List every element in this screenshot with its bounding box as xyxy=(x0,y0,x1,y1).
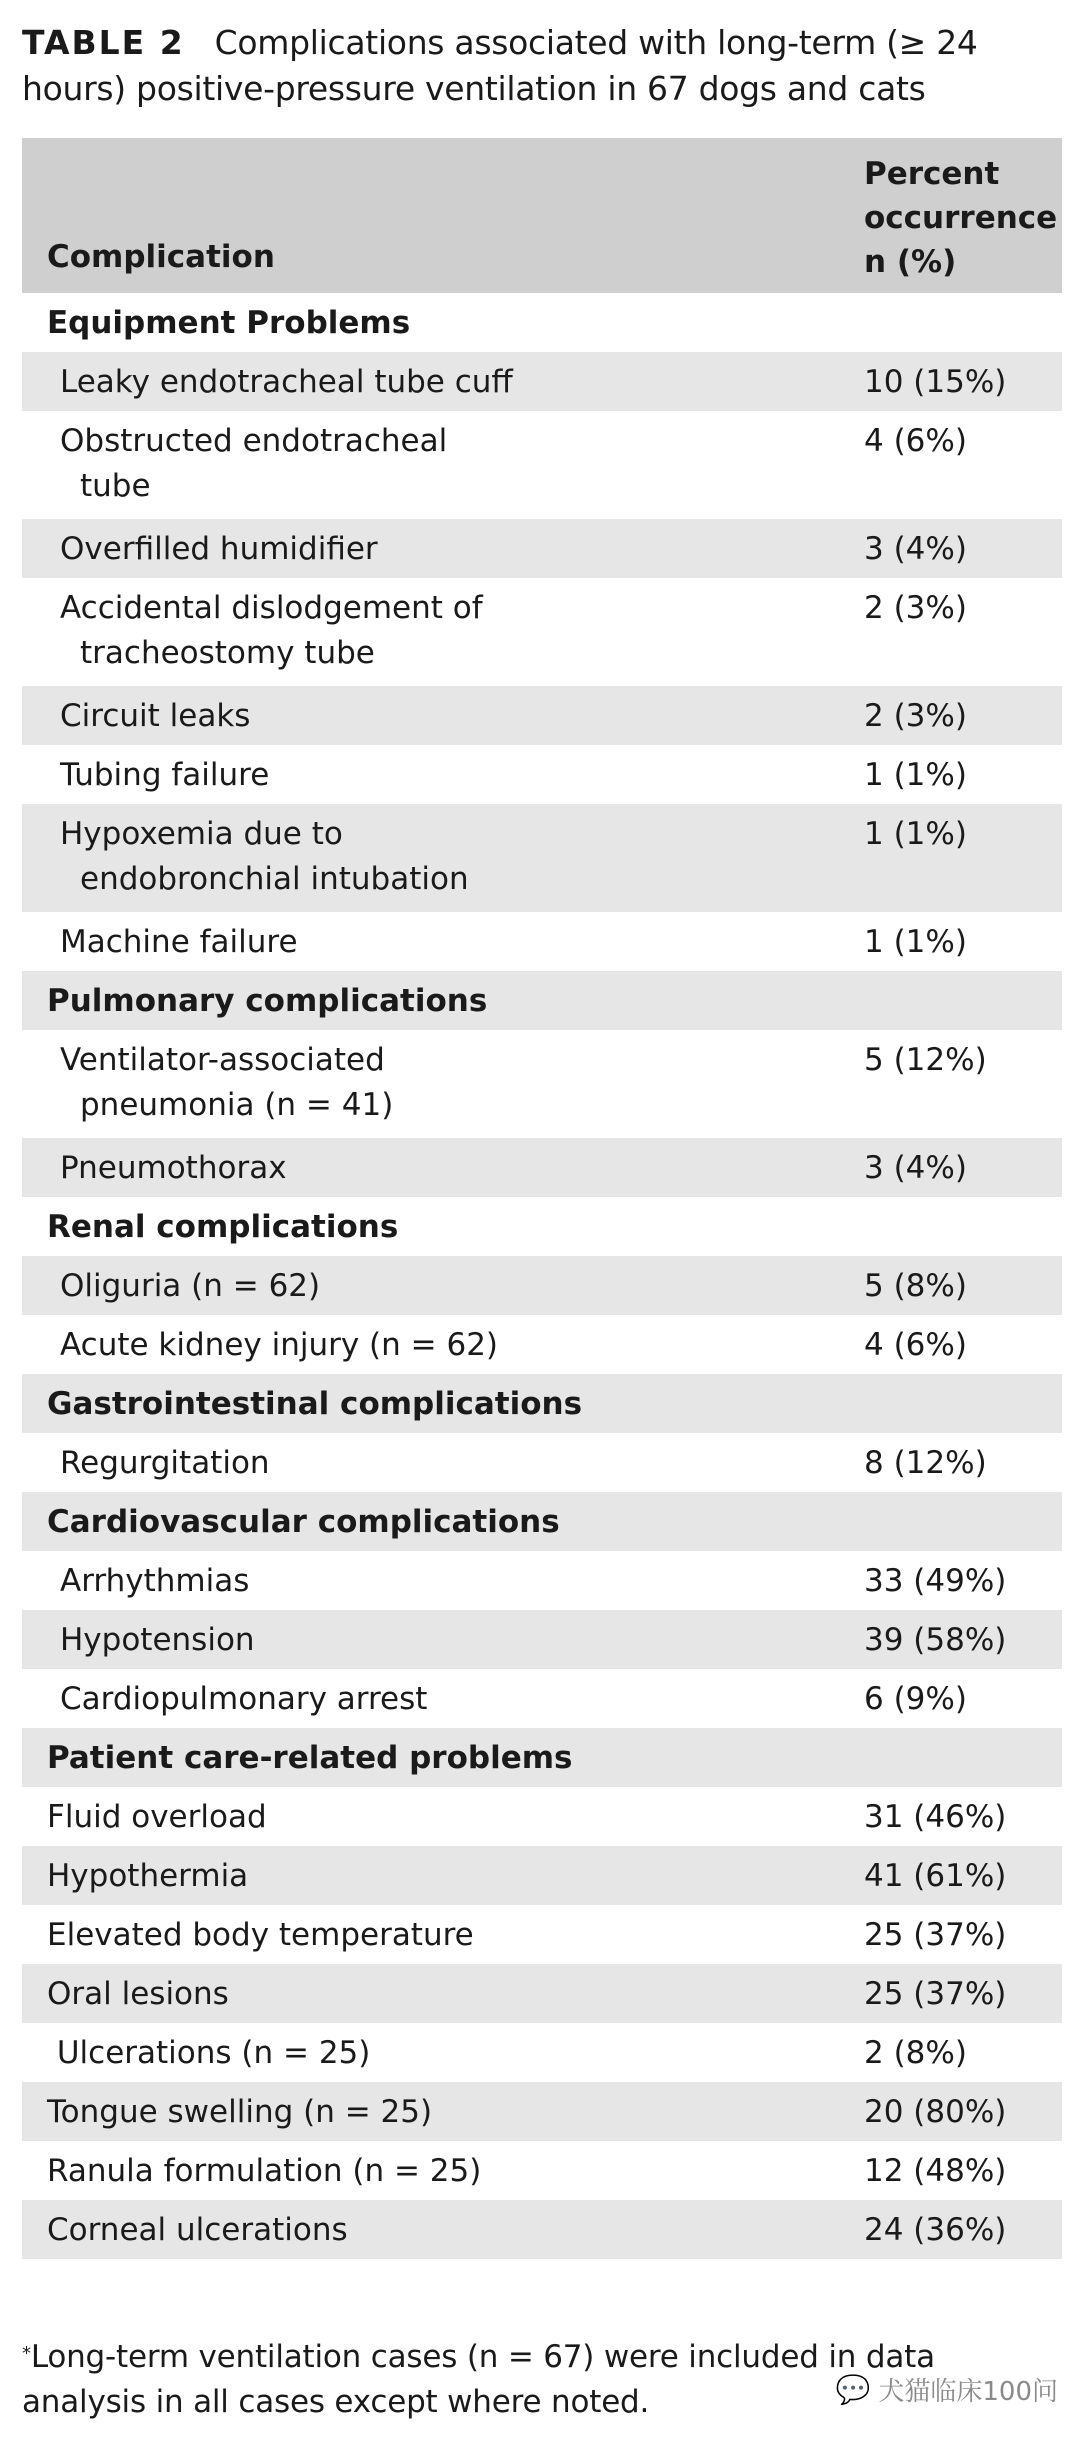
complication-name-line1: Tongue swelling (n = 25) xyxy=(47,2094,433,2130)
occurrence-value: 3 (4%) xyxy=(864,1150,967,1186)
complication-name-line1: Circuit leaks xyxy=(60,698,251,734)
complication-name xyxy=(60,1038,780,1128)
complication-name xyxy=(47,1913,767,1958)
header-percent-line3: n (%) xyxy=(864,244,957,280)
table-row xyxy=(22,1964,1062,2023)
complication-name xyxy=(60,1264,780,1309)
complication-name-line1: Pulmonary complications xyxy=(47,983,488,1019)
table-row xyxy=(22,2023,1062,2082)
table-row xyxy=(22,804,1062,912)
complication-name-line1: Patient care-related problems xyxy=(47,1740,573,1776)
occurrence-value: 33 (49%) xyxy=(864,1563,1007,1599)
complication-name xyxy=(47,1854,767,1899)
occurrence-value: 39 (58%) xyxy=(864,1622,1007,1658)
complications-table xyxy=(22,138,1062,2259)
complication-name-line1: Gastrointestinal complications xyxy=(47,1386,583,1422)
complication-name xyxy=(60,1146,780,1191)
table-row xyxy=(22,2082,1062,2141)
complication-name-line1: Cardiopulmonary arrest xyxy=(60,1681,428,1717)
complication-name-line1: Oral lesions xyxy=(47,1976,229,2012)
occurrence-value: 2 (3%) xyxy=(864,590,967,626)
table-row xyxy=(22,578,1062,686)
section-title xyxy=(47,1500,767,1545)
table-title: Complications associated with long-term (≥ 24 hours) positive-pressure ventilation in 67 dogs and cats xyxy=(22,23,978,108)
wechat-icon: 💬 xyxy=(835,2373,871,2406)
complication-name-line1: Obstructed endotracheal xyxy=(60,423,448,459)
complication-name xyxy=(60,1559,780,1604)
occurrence-value: 6 (9%) xyxy=(864,1681,967,1717)
occurrence-value: 2 (8%) xyxy=(864,2035,967,2071)
complication-name-line1: Arrhythmias xyxy=(60,1563,250,1599)
complication-name-line2: tracheostomy tube xyxy=(80,635,375,671)
complication-name-line1: Overfilled humidifier xyxy=(60,531,378,567)
occurrence-value: 1 (1%) xyxy=(864,816,967,852)
complication-name-line1: Tubing failure xyxy=(60,757,270,793)
complication-name xyxy=(47,1795,767,1840)
complication-name-line1: Corneal ulcerations xyxy=(47,2212,348,2248)
complication-name-line1: Machine failure xyxy=(60,924,298,960)
complication-name xyxy=(47,2208,767,2253)
table-section-row xyxy=(22,1492,1062,1551)
table-row xyxy=(22,1315,1062,1374)
complication-name-line1: Fluid overload xyxy=(47,1799,267,1835)
occurrence-value: 41 (61%) xyxy=(864,1858,1007,1894)
table-row xyxy=(22,1138,1062,1197)
section-title xyxy=(47,979,767,1024)
table-section-row xyxy=(22,971,1062,1030)
table-row xyxy=(22,1905,1062,1964)
complication-name xyxy=(60,1677,780,1722)
complication-name-line1: Acute kidney injury (n = 62) xyxy=(60,1327,499,1363)
complication-name xyxy=(60,753,780,798)
complication-name-line2: pneumonia (n = 41) xyxy=(80,1087,394,1123)
complication-name-line1: Renal complications xyxy=(47,1209,399,1245)
complication-name xyxy=(60,419,780,509)
header-complication: Complication xyxy=(47,239,275,275)
complication-name xyxy=(47,2090,767,2135)
complication-name xyxy=(60,1618,780,1663)
table-row xyxy=(22,1256,1062,1315)
complication-name-line1: Oliguria (n = 62) xyxy=(60,1268,321,1304)
occurrence-value: 3 (4%) xyxy=(864,531,967,567)
complication-name-line1: Equipment Problems xyxy=(47,305,411,341)
table-row xyxy=(22,1030,1062,1138)
table-row xyxy=(22,1787,1062,1846)
complication-name xyxy=(47,1972,767,2017)
occurrence-value: 24 (36%) xyxy=(864,2212,1007,2248)
occurrence-value: 25 (37%) xyxy=(864,1917,1007,1953)
section-title xyxy=(47,1382,767,1427)
complication-name-line1: Pneumothorax xyxy=(60,1150,287,1186)
table-row xyxy=(22,912,1062,971)
complication-name xyxy=(60,1323,780,1368)
occurrence-value: 25 (37%) xyxy=(864,1976,1007,2012)
table-header xyxy=(22,138,1062,293)
complication-name xyxy=(60,360,780,405)
occurrence-value: 31 (46%) xyxy=(864,1799,1007,1835)
complication-name-line2: endobronchial intubation xyxy=(80,861,469,897)
section-title xyxy=(47,301,767,346)
footnote-text: Long-term ventilation cases (n = 67) were included in data analysis in all cases except where noted. xyxy=(22,2339,935,2420)
header-percent xyxy=(864,152,1057,284)
watermark-text: 犬猫临床100问 xyxy=(878,2377,1058,2407)
header-percent-line2: occurrence xyxy=(864,200,1058,236)
occurrence-value: 4 (6%) xyxy=(864,423,967,459)
complication-name-line2: tube xyxy=(80,468,151,504)
table-section-row xyxy=(22,1728,1062,1787)
occurrence-value: 12 (48%) xyxy=(864,2153,1007,2189)
complication-name-line1: Hypotension xyxy=(60,1622,255,1658)
occurrence-value: 5 (12%) xyxy=(864,1042,987,1078)
occurrence-value: 4 (6%) xyxy=(864,1327,967,1363)
complication-name xyxy=(60,694,780,739)
complication-name-line1: Hypoxemia due to xyxy=(60,816,343,852)
complication-name xyxy=(60,920,780,965)
complication-name-line1: Cardiovascular complications xyxy=(47,1504,560,1540)
complication-name xyxy=(60,812,780,902)
footnote-marker: * xyxy=(22,2343,31,2364)
table-row xyxy=(22,411,1062,519)
occurrence-value: 20 (80%) xyxy=(864,2094,1007,2130)
section-title xyxy=(47,1205,767,1250)
table-row xyxy=(22,1551,1062,1610)
complication-name-line1: Elevated body temperature xyxy=(47,1917,474,1953)
complication-name xyxy=(47,2031,767,2076)
occurrence-value: 2 (3%) xyxy=(864,698,967,734)
complication-name xyxy=(60,1441,780,1486)
complication-name-line1: Ventilator-associated xyxy=(60,1042,385,1078)
table-label: TABLE 2 xyxy=(22,23,185,62)
watermark xyxy=(835,2371,1058,2408)
header-percent-line1: Percent xyxy=(864,156,1000,192)
complication-name-line1: Regurgitation xyxy=(60,1445,270,1481)
occurrence-value: 10 (15%) xyxy=(864,364,1007,400)
complication-name-line1: Ranula formulation (n = 25) xyxy=(47,2153,482,2189)
complication-name-line1: Accidental dislodgement of xyxy=(60,590,483,626)
complication-name xyxy=(60,527,780,572)
table-caption xyxy=(22,20,1062,112)
occurrence-value: 5 (8%) xyxy=(864,1268,967,1304)
complication-name-line1: Hypothermia xyxy=(47,1858,249,1894)
table-row xyxy=(22,352,1062,411)
occurrence-value: 8 (12%) xyxy=(864,1445,987,1481)
table-body xyxy=(22,293,1062,2259)
complication-name xyxy=(47,2149,767,2194)
table-row xyxy=(22,1669,1062,1728)
complication-name xyxy=(60,586,780,676)
table-section-row xyxy=(22,1197,1062,1256)
table-row xyxy=(22,686,1062,745)
section-title xyxy=(47,1736,767,1781)
table-row xyxy=(22,1846,1062,1905)
complication-name-line1: Ulcerations (n = 25) xyxy=(47,2035,371,2071)
table-row xyxy=(22,519,1062,578)
table-row xyxy=(22,2200,1062,2259)
occurrence-value: 1 (1%) xyxy=(864,757,967,793)
table-row xyxy=(22,2141,1062,2200)
table-row xyxy=(22,745,1062,804)
occurrence-value: 1 (1%) xyxy=(864,924,967,960)
table-section-row xyxy=(22,293,1062,352)
complication-name-line1: Leaky endotracheal tube cuff xyxy=(60,364,513,400)
table-row xyxy=(22,1433,1062,1492)
table-row xyxy=(22,1610,1062,1669)
table-section-row xyxy=(22,1374,1062,1433)
